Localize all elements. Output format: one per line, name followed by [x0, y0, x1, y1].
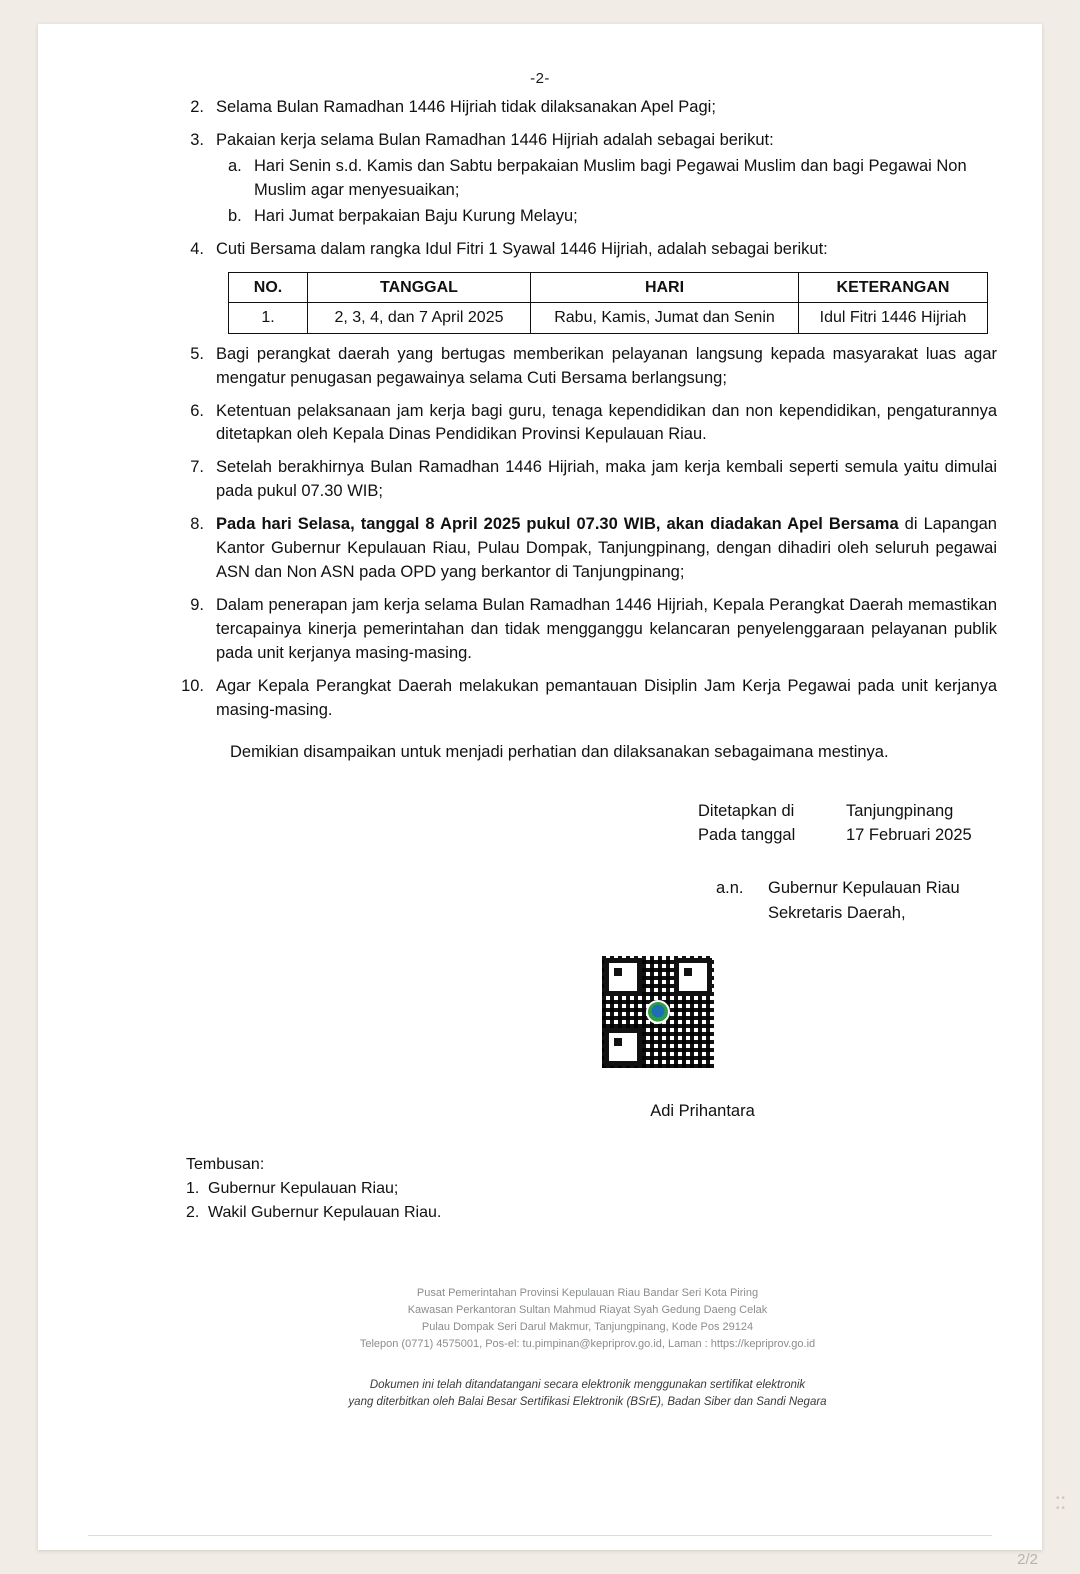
e-signature-note-line-2: yang diterbitkan oleh Balai Besar Sertifikasi Elektronik (BSrE), Badan Siber dan Sandi Negara — [348, 1395, 827, 1408]
list-item-text: Agar Kepala Perangkat Daerah melakukan pemantauan Disiplin Jam Kerja Pegawai pada unit kerjanya masing-masing. — [216, 676, 997, 719]
tembusan-item — [186, 1201, 997, 1225]
list-item-text: Dalam penerapan jam kerja selama Bulan Ramadhan 1446 Hijriah, Kepala Perangkat Daerah memastikan tercapainya kinerja pemerintahan dan tidak mengganggu kelancaran penyelenggaraan pelayanan publik pada unit kerjanya masing-masing. — [216, 596, 997, 662]
list-item-rest-text: di Lapangan Kantor Gubernur Kepulauan Riau, Pulau Dompak, Tanjungpinang, dengan dihadiri oleh seluruh pegawai ASN dan Non ASN pada OPD yang berkantor di Tanjungpinang; — [216, 515, 997, 582]
qr-code-icon — [602, 956, 714, 1068]
list-item — [178, 675, 997, 723]
tembusan-item-text: Wakil Gubernur Kepulauan Riau. — [208, 1203, 442, 1221]
qr-finder-top-right — [674, 958, 712, 996]
signature-place-label: Ditetapkan di — [698, 801, 795, 820]
sub-list-item — [178, 205, 997, 229]
table-header-hari: HARI — [531, 272, 799, 303]
table-header-no: NO. — [229, 272, 308, 303]
table-header-keterangan: KETERANGAN — [799, 272, 988, 303]
list-item-number: 3. — [190, 130, 204, 149]
list-item-apel-bersama — [178, 513, 997, 585]
tembusan-title: Tembusan: — [186, 1155, 265, 1173]
list-item-text: Pakaian kerja selama Bulan Ramadhan 1446 Hijriah adalah sebagai berikut: — [216, 130, 774, 149]
table-cell-hari: Rabu, Kamis, Jumat dan Senin — [531, 303, 799, 334]
list-item-text — [216, 513, 997, 585]
signature-place-row — [698, 799, 997, 824]
table-header-tanggal: TANGGAL — [308, 272, 531, 303]
signature-place-value: Tanjungpinang — [846, 801, 954, 820]
table-cell-keterangan: Idul Fitri 1446 Hijriah — [799, 303, 988, 334]
table-header-row — [229, 272, 988, 303]
qr-finder-top-left — [604, 958, 642, 996]
list-item — [178, 594, 997, 666]
signature-authority — [768, 876, 997, 926]
tembusan-item-number: 2. — [186, 1203, 200, 1221]
list-item-text: Bagi perangkat daerah yang bertugas memberikan pelayanan langsung kepada masyarakat luas agar mengatur penugasan pegawainya selama Cuti Bersama berlangsung; — [216, 344, 997, 387]
list-item-number: 9. — [190, 596, 204, 615]
qr-code-container — [178, 956, 997, 1068]
electronic-signature-note — [178, 1377, 997, 1412]
list-item-number: 6. — [190, 401, 204, 420]
signature-block — [178, 799, 997, 926]
list-item — [178, 129, 997, 153]
signature-an-label: a.n. — [716, 879, 744, 898]
sub-list-item — [178, 155, 997, 203]
sub-list-item-text: Hari Senin s.d. Kamis dan Sabtu berpakaian Muslim bagi Pegawai Muslim dan bagi Pegawai Non Muslim agar menyesuaikan; — [254, 156, 967, 199]
list-item-text: Ketentuan pelaksanaan jam kerja bagi guru, tenaga kependidikan dan non kependidikan, pengaturannya ditetapkan oleh Kepala Dinas Pendidikan Provinsi Kepulauan Riau. — [216, 401, 997, 444]
tembusan-item — [186, 1177, 997, 1201]
signature-date-value: 17 Februari 2025 — [846, 826, 972, 845]
tembusan-block — [178, 1153, 997, 1225]
footer-line-1: Pusat Pemerintahan Provinsi Kepulauan Riau Bandar Seri Kota Piring — [416, 1286, 759, 1299]
signature-authority-value: Gubernur Kepulauan Riau — [768, 879, 960, 898]
sub-list-item-number: b. — [228, 206, 242, 225]
scroll-dots-icon: •• •• — [1056, 1493, 1068, 1514]
e-signature-note-line-1: Dokumen ini telah ditandatangani secara elektronik menggunakan sertifikat elektronik — [369, 1378, 806, 1391]
qr-finder-bottom-left — [604, 1028, 642, 1066]
signature-position: Sekretaris Daerah, — [768, 903, 906, 922]
list-item — [178, 343, 997, 391]
footer-line-4: Telepon (0771) 4575001, Pos-el: tu.pimpinan@kepriprov.go.id, Laman : https://kepriprov.go.id — [359, 1337, 816, 1350]
closing-paragraph: Demikian disampaikan untuk menjadi perhatian dan dilaksanakan sebagaimana mestinya. — [230, 742, 889, 761]
list-item-number: 5. — [190, 344, 204, 363]
list-item-number: 8. — [190, 515, 204, 534]
signature-date-label: Pada tanggal — [698, 826, 796, 845]
table-row — [229, 303, 988, 334]
page-number: -2- — [530, 70, 550, 87]
sub-list-item-number: a. — [228, 156, 242, 175]
list-item — [178, 238, 997, 262]
table-cell-no: 1. — [229, 303, 308, 334]
document-page — [38, 24, 1042, 1550]
list-item-text: Setelah berakhirnya Bulan Ramadhan 1446 Hijriah, maka jam kerja kembali seperti semula yaitu dimulai pada pukul 07.30 WIB; — [216, 458, 997, 501]
page-footer — [178, 1285, 997, 1353]
tembusan-item-text: Gubernur Kepulauan Riau; — [208, 1179, 399, 1197]
list-item-number: 4. — [190, 239, 204, 258]
list-item-number: 7. — [190, 458, 204, 477]
signer-name: Adi Prihantara — [650, 1101, 755, 1120]
list-item — [178, 456, 997, 504]
sub-list-item-text: Hari Jumat berpakaian Baju Kurung Melayu; — [254, 206, 578, 225]
tembusan-item-number: 1. — [186, 1179, 200, 1197]
signature-date-row — [698, 823, 997, 848]
table-cell-tanggal: 2, 3, 4, dan 7 April 2025 — [308, 303, 531, 334]
list-item-number: 2. — [190, 98, 204, 116]
footer-line-2: Kawasan Perkantoran Sultan Mahmud Riayat Syah Gedung Daeng Celak — [407, 1303, 768, 1316]
footer-line-3: Pulau Dompak Seri Darul Makmur, Tanjungpinang, Kode Pos 29124 — [421, 1320, 754, 1333]
list-item — [178, 400, 997, 448]
page-indicator: 2/2 — [1017, 1551, 1038, 1568]
cuti-bersama-table — [228, 272, 988, 334]
list-item-text: Cuti Bersama dalam rangka Idul Fitri 1 Syawal 1446 Hijriah, adalah sebagai berikut: — [216, 239, 828, 258]
list-item-number: 10. — [181, 676, 204, 695]
signature-authority-row — [698, 876, 997, 926]
bsre-logo-icon — [646, 1000, 670, 1024]
list-item — [178, 96, 997, 120]
list-item-bold-text: Pada hari Selasa, tanggal 8 April 2025 pukul 07.30 WIB, akan diadakan Apel Bersama — [216, 515, 899, 534]
list-item-text: Selama Bulan Ramadhan 1446 Hijriah tidak dilaksanakan Apel Pagi; — [216, 98, 716, 116]
page-divider — [88, 1535, 992, 1536]
